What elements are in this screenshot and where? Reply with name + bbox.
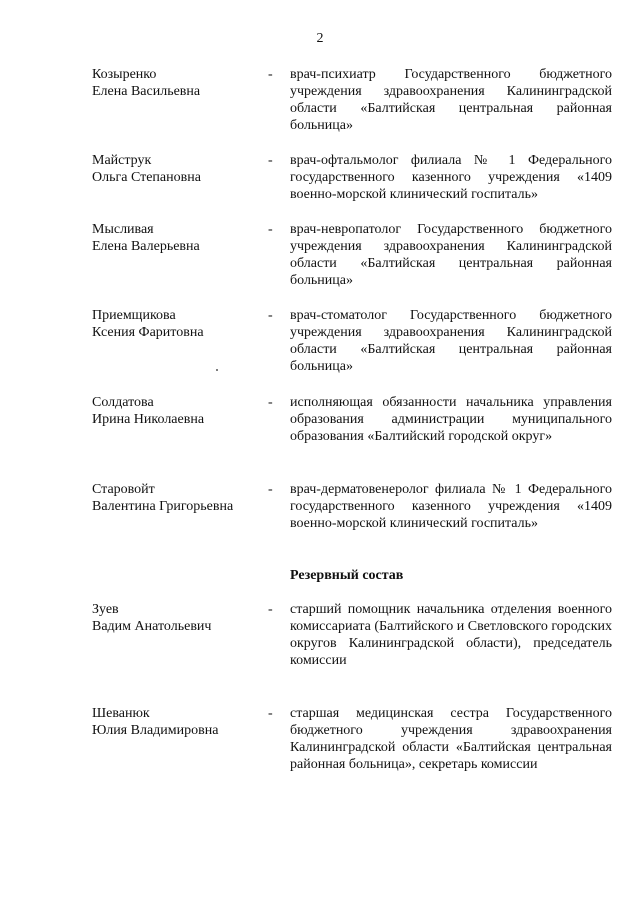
member-role: старший помощник начальника отделения военного комиссариата (Балтийского и Светловского городских округов Калининградской области), председатель комиссии [290,602,612,668]
member-given-names: Ольга Степановна [92,170,201,185]
member-surname: Козыренко [92,67,157,82]
member-surname: Приемщикова [92,308,176,323]
member-surname: Шеванюк [92,706,150,721]
member-name [92,481,262,515]
member-given-names: Елена Валерьевна [92,239,200,254]
scan-speck [216,369,218,371]
separator-dash: - [268,482,273,497]
member-name [92,152,262,186]
member-surname: Мысливая [92,222,154,237]
separator-dash: - [268,706,273,721]
separator-dash: - [268,308,273,323]
member-role: исполняющая обязанности начальника управления образования администрации муниципального образования «Балтийский городской округ» [290,395,612,444]
member-name [92,394,262,428]
separator-dash: - [268,222,273,237]
member-surname: Майструк [92,153,152,168]
member-role: врач-невропатолог Государственного бюджетного учреждения здравоохранения Калининградской области «Балтийская центральная районная больница» [290,222,612,288]
member-role: врач-дерматовенеролог филиала № 1 Федерального государственного казенного учреждения «1409 военно-морской клинический госпиталь» [290,482,612,531]
member-surname: Солдатова [92,395,154,410]
member-role: врач-стоматолог Государственного бюджетного учреждения здравоохранения Калининградской области «Балтийская центральная районная больница» [290,308,612,374]
member-name [92,66,262,100]
member-surname: Старовойт [92,482,155,497]
reserve-section-title: Резервный состав [290,568,404,583]
page-number: 2 [316,31,324,46]
member-given-names: Валентина Григорьевна [92,499,234,514]
member-name [92,601,262,635]
separator-dash: - [268,602,273,617]
separator-dash: - [268,395,273,410]
member-role: врач-психиатр Государственного бюджетного учреждения здравоохранения Калининградской области «Балтийская центральная районная больница» [290,67,612,133]
member-given-names: Ксения Фаритовна [92,325,204,340]
member-given-names: Ирина Николаевна [92,412,205,427]
member-given-names: Юлия Владимировна [92,723,219,738]
member-name [92,221,262,255]
member-role: старшая медицинская сестра Государственного бюджетного учреждения здравоохранения Калининградской области «Балтийская центральная районная больница», секретарь комиссии [290,706,612,772]
member-role: врач-офтальмолог филиала № 1 Федерального государственного казенного учреждения «1409 военно-морской клинический госпиталь» [290,153,612,202]
member-given-names: Елена Васильевна [92,84,201,99]
separator-dash: - [268,67,273,82]
member-given-names: Вадим Анатольевич [92,619,212,634]
separator-dash: - [268,153,273,168]
member-name [92,705,262,739]
member-name [92,307,262,341]
member-surname: Зуев [92,602,119,617]
